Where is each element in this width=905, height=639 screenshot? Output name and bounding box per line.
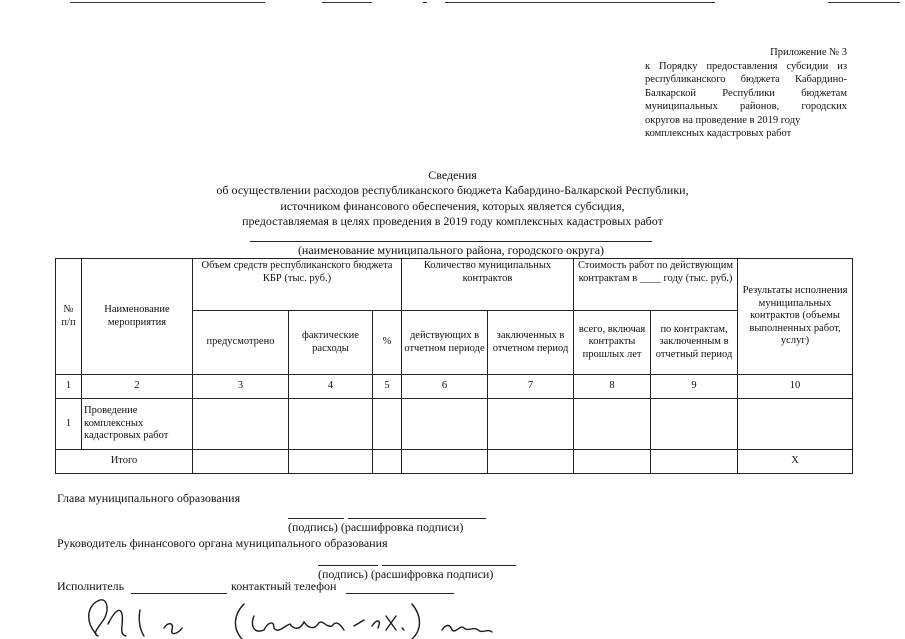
header-contracts: Количество муниципальных контрактов: [402, 259, 574, 311]
head-signature-line: [288, 518, 344, 519]
column-number: 7: [488, 375, 574, 399]
header-cost: Стоимость работ по действующим контрактам в ____ году (тыс. руб.): [574, 259, 738, 311]
empty-cell: [738, 399, 853, 450]
finance-signature-line: [318, 565, 378, 566]
empty-cell: [373, 450, 402, 474]
column-number: 8: [574, 375, 651, 399]
header-name: Наименование мероприятия: [82, 259, 193, 375]
empty-cell: [488, 450, 574, 474]
empty-cell: [373, 399, 402, 450]
document-title: Сведения: [428, 168, 477, 182]
appendix-line: комплексных кадастровых работ: [645, 128, 792, 139]
column-number: 1: [56, 375, 82, 399]
finance-name-line: [382, 565, 516, 566]
row-number: 1: [56, 399, 82, 450]
table-row: [56, 399, 853, 450]
appendix-line: округов на проведение в 2019 году: [645, 114, 801, 126]
column-number: 4: [289, 375, 373, 399]
appendix-line: республиканского бюджета Кабардино-: [645, 74, 847, 85]
phone-label: контактный телефон: [231, 579, 337, 593]
document-heading: [150, 168, 755, 230]
total-row: [56, 450, 853, 474]
header-planned: предусмотрено: [193, 311, 289, 375]
column-number: 2: [82, 375, 193, 399]
appendix-number: Приложение № 3: [770, 47, 847, 58]
top-rule-1: [70, 2, 265, 3]
empty-cell: [402, 399, 488, 450]
expenditure-table: [55, 258, 853, 474]
empty-cell: [193, 399, 289, 450]
municipality-caption: (наименование муниципального района, городского округа): [297, 243, 605, 257]
finance-caption: (подпись) (расшифровка подписи): [318, 567, 494, 581]
head-label: Глава муниципального образования: [57, 491, 241, 505]
header-actual: фактические расходы: [289, 311, 373, 375]
column-number: 9: [651, 375, 738, 399]
empty-cell: [574, 450, 651, 474]
total-label: Итого: [56, 450, 193, 474]
empty-cell: [651, 399, 738, 450]
header-by-contracts: по контрактам, заключенным в отчетный период: [651, 311, 738, 375]
head-caption: (подпись) (расшифровка подписи): [288, 520, 464, 534]
header-percent: %: [373, 311, 402, 375]
executor-label: Исполнитель: [57, 579, 125, 593]
top-rule-4: [445, 2, 715, 3]
top-rule-2: [322, 2, 372, 3]
appendix-line: к Порядку предоставления субсидии из: [645, 60, 847, 72]
column-number-row: [56, 375, 853, 399]
empty-cell: [488, 399, 574, 450]
row-name: Проведение комплексных кадастровых работ: [82, 399, 193, 450]
handwritten-signature: [78, 590, 508, 639]
column-number: 6: [402, 375, 488, 399]
appendix-line: Балкарской Республики бюджетам: [645, 87, 847, 99]
header-number: № п/п: [56, 259, 82, 375]
header-total: всего, включая контракты прошлых лет: [574, 311, 651, 375]
empty-cell: [289, 399, 373, 450]
total-results: Х: [738, 450, 853, 474]
municipality-blank-line: [250, 241, 652, 242]
header-volume: Объем средств республиканского бюджета КБР (тыс. руб.): [193, 259, 402, 311]
finance-label: Руководитель финансового органа муниципального образования: [57, 536, 388, 550]
empty-cell: [651, 450, 738, 474]
column-number: 10: [738, 375, 853, 399]
column-number: 5: [373, 375, 402, 399]
top-rule-3: [423, 2, 427, 3]
empty-cell: [289, 450, 373, 474]
heading-line: предоставляемая в целях проведения в 2019 году комплексных кадастровых работ: [242, 214, 663, 229]
header-active: действующих в отчетном периоде: [402, 311, 488, 375]
top-rule-5: [828, 2, 900, 3]
head-name-line: [348, 518, 486, 519]
appendix-line: муниципальных районов, городских: [645, 101, 847, 112]
column-number: 3: [193, 375, 289, 399]
empty-cell: [193, 450, 289, 474]
empty-cell: [402, 450, 488, 474]
heading-line: об осуществлении расходов республиканского бюджета Кабардино-Балкарской Республики,: [216, 183, 689, 198]
empty-cell: [574, 399, 651, 450]
appendix-block: [645, 46, 847, 141]
header-results: Результаты исполнения муниципальных контрактов (объемы выполненных работ, услуг): [738, 259, 853, 375]
header-concluded: заключенных в отчетном период: [488, 311, 574, 375]
heading-line: источником финансового обеспечения, которых является субсидия,: [280, 198, 625, 213]
